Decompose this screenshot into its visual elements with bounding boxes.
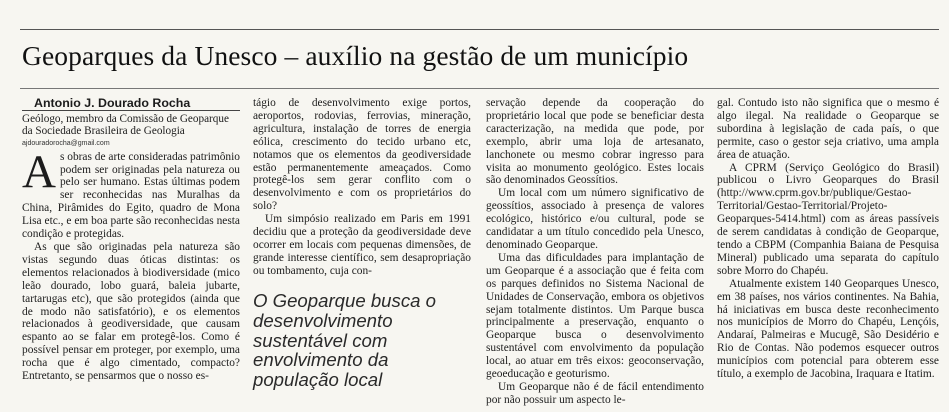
author-email[interactable]: ajdouradorocha@gmail.com	[22, 139, 110, 147]
author-bio: Geólogo, membro da Comissão de Geoparque da Sociedade Brasileira de Geologia	[22, 112, 229, 138]
paragraph: Atualmente existem 140 Geoparques Unesco, em 38 países, nos vários continentes. Na Bahia, há iniciativas em busca deste reconhecimento nos municípios de Morro do Chapéu, Lençóis, Andaraí, Palmeiras e Mucugê, São Desidério e Rio de Contas. Não podemos esquecer outros municípios com potencial para obterem esse título, a exemplo de Jacobina, Iraquara e Itatim.	[717, 277, 939, 381]
column-2	[253, 97, 471, 278]
paragraph-text: s obras de arte consideradas patrimônio podem ser originadas pela natureza ou pelo ser humano. Estas últimas podem ser reconhecidas nas Muralhas da China, Pirâmides do Egito, quadro de Mona Lisa etc., e em boa parte são reconhecidas nesta condição e protegidas.	[22, 150, 240, 241]
title-rule	[20, 88, 939, 89]
pull-quote: O Geoparque busca o desenvolvimento sustentável com envolvimento da população local	[253, 290, 436, 391]
author-name: Antonio J. Dourado Rocha	[34, 96, 191, 110]
paragraph: A CPRM (Serviço Geológico do Brasil) publicou o Livro Geoparques do Brasil (http://www.cprm.gov.br/publique/Gestao-Territorial/Gestao-Territorial/Projeto-Geoparques-5414.html) com as áreas passíveis de serem candidatas à condição de Geoparque, tendo a CBPM (Companhia Baiana de Pesquisa Mineral) publicado uma separata do capítulo sobre Morro do Chapéu.	[717, 161, 939, 277]
paragraph: gal. Contudo isto não significa que o mesmo é algo ilegal. Na realidade o Geoparque se subordina à legislação de cada país, o que permite, caso o gestor seja criativo, uma ampla área de atuação.	[717, 97, 939, 161]
paragraph: tágio de desenvolvimento exige portos, aeroportos, rodovias, ferrovias, mineração, agricultura, instalação de torres de energia eólica, crescimento do tecido urbano etc, notamos que os elementos da geodiversidade estão permanentemente ameaçados. Como protegê-los sem gerar conflito com o desenvolvimento e com os proprietários do solo?	[253, 97, 471, 213]
headline: Geoparques da Unesco – auxílio na gestão de um município	[22, 40, 689, 71]
paragraph: Um simpósio realizado em Paris em 1991 decidiu que a proteção da geodiversidade deve ocorrer em locais com pequenas dimensões, de grande interesse científico, sem desapropriação ou tombamento, cuja con-	[253, 213, 471, 277]
paragraph: As que são originadas pela natureza são vistas segundo duas óticas distintas: os elementos relacionados à biodiversidade (mico leão dourado, lobo guará, baleia jubarte, tartarugas etc), que são protegidos (ainda que de modo não satisfatório), e os elementos relacionados à geodiversidade, que causam espanto ao se falar em protegê-los. Como é possível pensar em proteger, por exemplo, uma rocha que é algo cimentado, compacto? Entretanto, se pensarmos que o nosso es-	[22, 240, 240, 383]
author-rule	[22, 110, 240, 111]
paragraph: Uma das dificuldades para implantação de um Geoparque é a associação que é feita com os parques definidos no Sistema Nacional de Unidades de Conservação, embora os objetivos sejam totalmente distintos. Um Parque busca principalmente a preservação, enquanto o Geoparque busca o desenvolvimento sustentável com envolvimento da população local, ao atuar em três eixos: geoconservação, geoeducação e geoturismo.	[486, 251, 704, 381]
top-rule	[20, 29, 939, 30]
column-3	[486, 97, 704, 407]
dropcap: A	[22, 145, 56, 198]
paragraph: Um local com um número significativo de geossítios, associado à presença de valores ecológico, histórico e/ou cultural, pode se candidatar a um título concedido pela Unesco, denominado Geoparque.	[486, 187, 704, 251]
column-4	[717, 97, 939, 381]
paragraph	[22, 145, 240, 241]
paragraph: servação depende da cooperação do proprietário local que pode se beneficiar desta caracterização, na medida que pode, por exemplo, abrir uma loja de artesanato, lanchonete ou mesmo cobrar ingresso para visita ao monumento geológico. Estes locais são denominados Geossítios.	[486, 97, 704, 187]
paragraph: Um Geoparque não é de fácil entendimento por não possuir um aspecto le-	[486, 380, 704, 406]
column-1	[22, 97, 240, 383]
